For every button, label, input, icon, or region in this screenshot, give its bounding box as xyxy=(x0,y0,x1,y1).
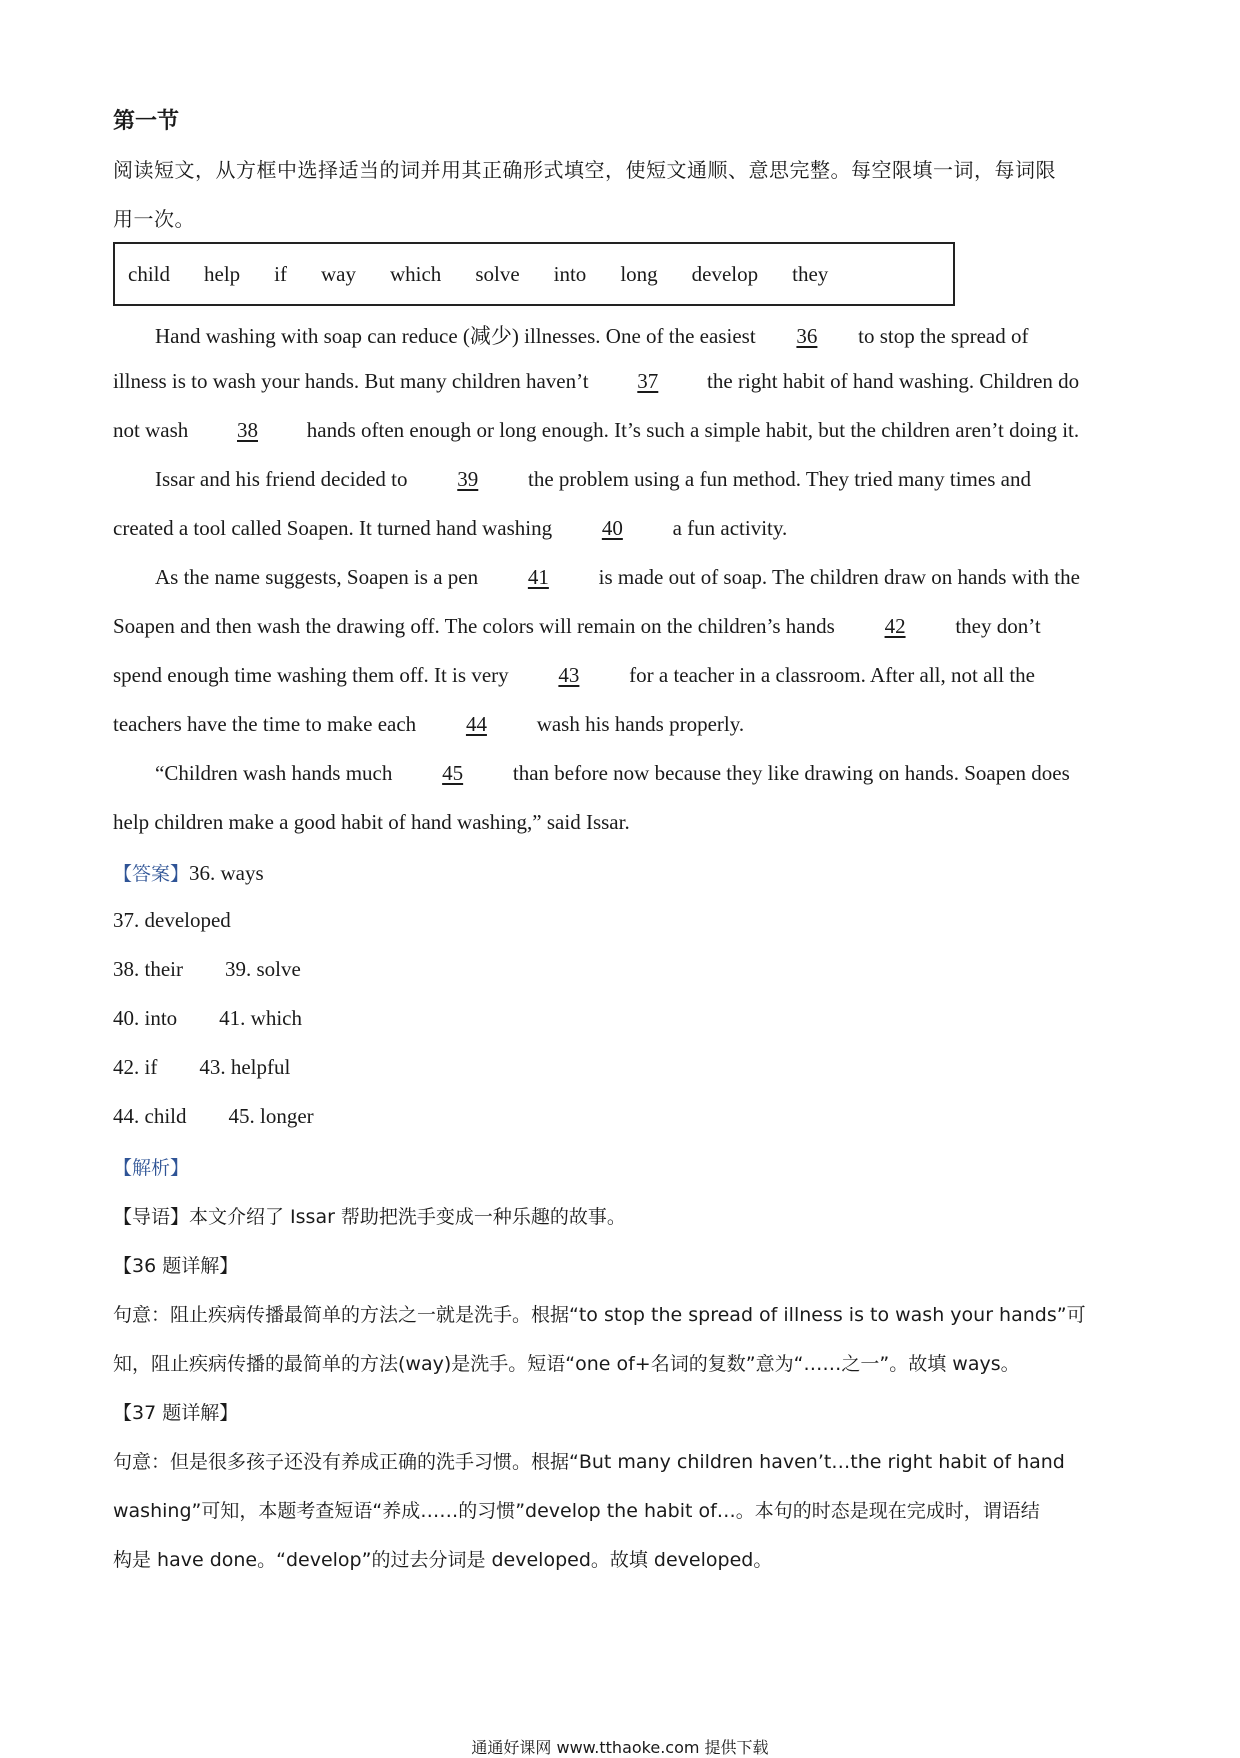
answer-row xyxy=(113,957,301,982)
passage-line xyxy=(113,369,1079,394)
passage-text: a fun activity. xyxy=(667,516,788,540)
answer-row xyxy=(113,1104,314,1129)
passage-line xyxy=(113,712,744,737)
word-item: long xyxy=(620,261,658,286)
section-title: 第一节 xyxy=(113,109,180,134)
word-item: into xyxy=(553,261,587,286)
passage-text: illness is to wash your hands. But many children haven’t xyxy=(113,369,594,393)
answer-43: 43. helpful xyxy=(199,1055,291,1079)
passage-text: Soapen and then wash the drawing off. The colors will remain on the children’s hands xyxy=(113,614,841,638)
passage-text: Hand washing with soap can reduce (减少) illnesses. One of the easiest xyxy=(155,324,761,348)
passage-text: hands often enough or long enough. It’s such a simple habit, but the children aren’t doing it. xyxy=(301,418,1080,442)
answer-tag: 【答案】 xyxy=(113,863,190,885)
word-box xyxy=(113,242,955,306)
answer-row xyxy=(113,859,264,886)
word-item: which xyxy=(389,261,442,286)
q36-title: 【36 题详解】 xyxy=(113,1255,239,1277)
blank-43: 43 xyxy=(558,663,580,687)
word-item: child xyxy=(128,261,170,286)
analysis-tag: 【解析】 xyxy=(113,1157,190,1179)
answer-44: 44. child xyxy=(113,1104,187,1128)
q37-line-1: 句意：但是很多孩子还没有养成正确的洗手习惯。根据“But many children haven’t…the right habit of hand xyxy=(113,1451,1065,1473)
blank-39: 39 xyxy=(457,467,479,491)
answer-40: 40. into xyxy=(113,1006,178,1030)
word-item: solve xyxy=(475,261,520,286)
passage-text: As the name suggests, Soapen is a pen xyxy=(155,565,484,589)
q36-line-1: 句意：阻止疾病传播最简单的方法之一就是洗手。根据“to stop the spread of illness is to wash your hands”可 xyxy=(113,1304,1086,1326)
page-footer: 通通好课网 www.tthaoke.com 提供下载 xyxy=(471,1738,769,1757)
word-item: if xyxy=(274,261,287,286)
passage-text: they don’t xyxy=(950,614,1041,638)
passage-line xyxy=(113,663,1035,688)
answer-41: 41. which xyxy=(219,1006,302,1030)
passage-text: to stop the spread of xyxy=(852,324,1029,348)
passage-line xyxy=(155,761,1070,786)
instruction-line-1: 阅读短文，从方框中选择适当的词并用其正确形式填空，使短文通顺、意思完整。每空限填一词，每词限 xyxy=(113,158,1056,182)
answer-42: 42. if xyxy=(113,1055,158,1079)
passage-text: the problem using a fun method. They tried many times and xyxy=(522,467,1031,491)
passage-line: help children make a good habit of hand washing,” said Issar. xyxy=(113,810,630,834)
passage-text: not wash xyxy=(113,418,194,442)
q36-line-2: 知，阻止疾病传播的最简单的方法(way)是洗手。短语“one of+名词的复数”意为“……之一”。故填 ways。 xyxy=(113,1353,1020,1375)
passage-text: created a tool called Soapen. It turned hand washing xyxy=(113,516,558,540)
answer-45: 45. longer xyxy=(228,1104,314,1128)
intro-line: 【导语】本文介绍了 Issar 帮助把洗手变成一种乐趣的故事。 xyxy=(113,1206,626,1228)
passage-text: is made out of soap. The children draw on hands with the xyxy=(593,565,1080,589)
passage-text: spend enough time washing them off. It is very xyxy=(113,663,514,687)
blank-44: 44 xyxy=(465,712,487,736)
blank-42: 42 xyxy=(884,614,906,638)
word-item: way xyxy=(320,261,356,286)
passage-text: Issar and his friend decided to xyxy=(155,467,413,491)
passage-line xyxy=(113,614,1041,639)
answer-39: 39. solve xyxy=(224,957,301,981)
answer-36: 36. ways xyxy=(189,861,264,885)
passage-line xyxy=(155,320,1028,350)
passage-text: teachers have the time to make each xyxy=(113,712,422,736)
blank-40: 40 xyxy=(601,516,623,540)
passage-line xyxy=(155,467,1031,492)
answer-38: 38. their xyxy=(113,957,183,981)
answer-row xyxy=(113,1055,290,1080)
passage-line xyxy=(113,418,1079,443)
passage-line xyxy=(155,565,1080,590)
passage-text: the right habit of hand washing. Children do xyxy=(701,369,1080,393)
passage-text: wash his hands properly. xyxy=(531,712,745,736)
q37-line-3: 构是 have done。“develop”的过去分词是 developed。故填 developed。 xyxy=(113,1549,773,1571)
passage-line xyxy=(113,516,787,541)
blank-38: 38 xyxy=(237,418,258,442)
blank-37: 37 xyxy=(637,369,659,393)
instruction-line-2: 用一次。 xyxy=(113,207,195,231)
q37-title: 【37 题详解】 xyxy=(113,1402,239,1424)
passage-text: for a teacher in a classroom. After all, not all the xyxy=(623,663,1035,687)
passage-text: than before now because they like drawing on hands. Soapen does xyxy=(507,761,1070,785)
q37-line-2: washing”可知，本题考查短语“养成……的习惯”develop the habit of…。本句的时态是现在完成时，谓语结 xyxy=(113,1500,1040,1522)
passage-text: “Children wash hands much xyxy=(155,761,398,785)
word-item: develop xyxy=(691,261,759,286)
word-item: help xyxy=(204,261,241,286)
blank-45: 45 xyxy=(442,761,464,785)
blank-41: 41 xyxy=(527,565,549,589)
word-item: they xyxy=(792,261,829,286)
answer-37: 37. developed xyxy=(113,908,231,932)
answer-row xyxy=(113,1006,302,1031)
blank-36: 36 xyxy=(796,324,818,348)
